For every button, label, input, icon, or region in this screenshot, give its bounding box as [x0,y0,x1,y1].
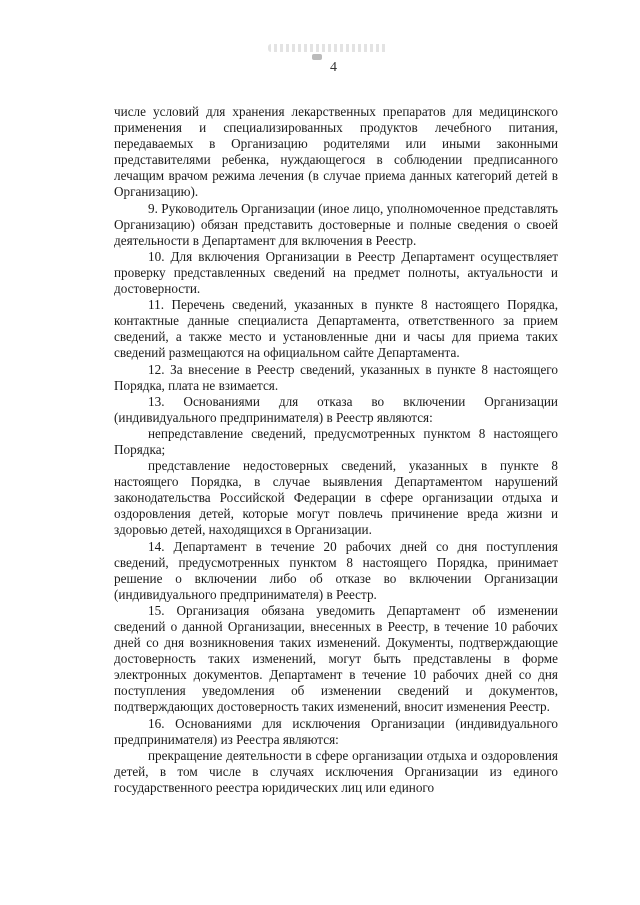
paragraph-9: 9. Руководитель Организации (иное лицо, уполномоченное представлять Организацию) обязан представить достоверные и полные сведения о своей деятельности в Департамент для включения в Реестр. [114,200,558,248]
paragraph-15: 15. Организация обязана уведомить Департамент об изменении сведений о данной Организации, внесенных в Реестр, в течение 10 рабочих дней со дня возникновения таких изменений. Документы, подтверждающие достоверность таких изменений, могут быть представлены в форме электронных документов. Департамент в течение 10 рабочих дней со дня поступления уведомления об изменении сведений и документов, подтверждающих достоверность таких изменений, вносит изменения Реестр. [114,602,558,715]
paragraph-12: 12. За внесение в Реестр сведений, указанных в пункте 8 настоящего Порядка, плата не взимается. [114,361,558,393]
header-stamp-mark [268,44,388,52]
paragraph-14: 14. Департамент в течение 20 рабочих дней со дня поступления сведений, предусмотренных пунктом 8 настоящего Порядка, принимает решение о включении либо об отказе во включении Организации (индивидуального предпринимателя) в Реестр. [114,538,558,602]
paragraph-13-item-2: представление недостоверных сведений, указанных в пункте 8 настоящего Порядка, в случае выявления Департаментом нарушений законодательства Российской Федерации в сфере организации отдыха и оздоровления детей, которые могут повлечь причинение вреда жизни и здоровью детей, находящихся в Организации. [114,458,558,538]
header-small-mark [312,54,322,60]
paragraph-11: 11. Перечень сведений, указанных в пункте 8 настоящего Порядка, контактные данные специалиста Департамента, ответственного за прием сведений, а также место и установленные дни и часы для приема таких сведений размещаются на официальном сайте Департамента. [114,297,558,361]
paragraph-13-item-1: непредставление сведений, предусмотренных пунктом 8 настоящего Порядка; [114,425,558,457]
paragraph-10: 10. Для включения Организации в Реестр Департамент осуществляет проверку представленных сведений на предмет полноты, актуальности и достоверности. [114,248,558,297]
paragraph-continuation: числе условий для хранения лекарственных препаратов для медицинского применения и специализированных продуктов лечебного питания, передаваемых в Организацию родителями или иными законными представителями ребенка, нуждающегося в соблюдении предписанного лечащим врачом режима лечения (в случае приема данных категорий детей в Организацию). [114,104,558,200]
document-body [114,104,558,796]
page-number: 4 [330,60,337,75]
paragraph-13: 13. Основаниями для отказа во включении Организации (индивидуального предпринимателя) в Реестр являются: [114,393,558,425]
paragraph-16: 16. Основаниями для исключения Организации (индивидуального предпринимателя) из Реестра являются: [114,715,558,747]
paragraph-16-item-1: прекращение деятельности в сфере организации отдыха и оздоровления детей, в том числе в случаях исключения Организации из единого государственного реестра юридических лиц или единого [114,747,558,795]
